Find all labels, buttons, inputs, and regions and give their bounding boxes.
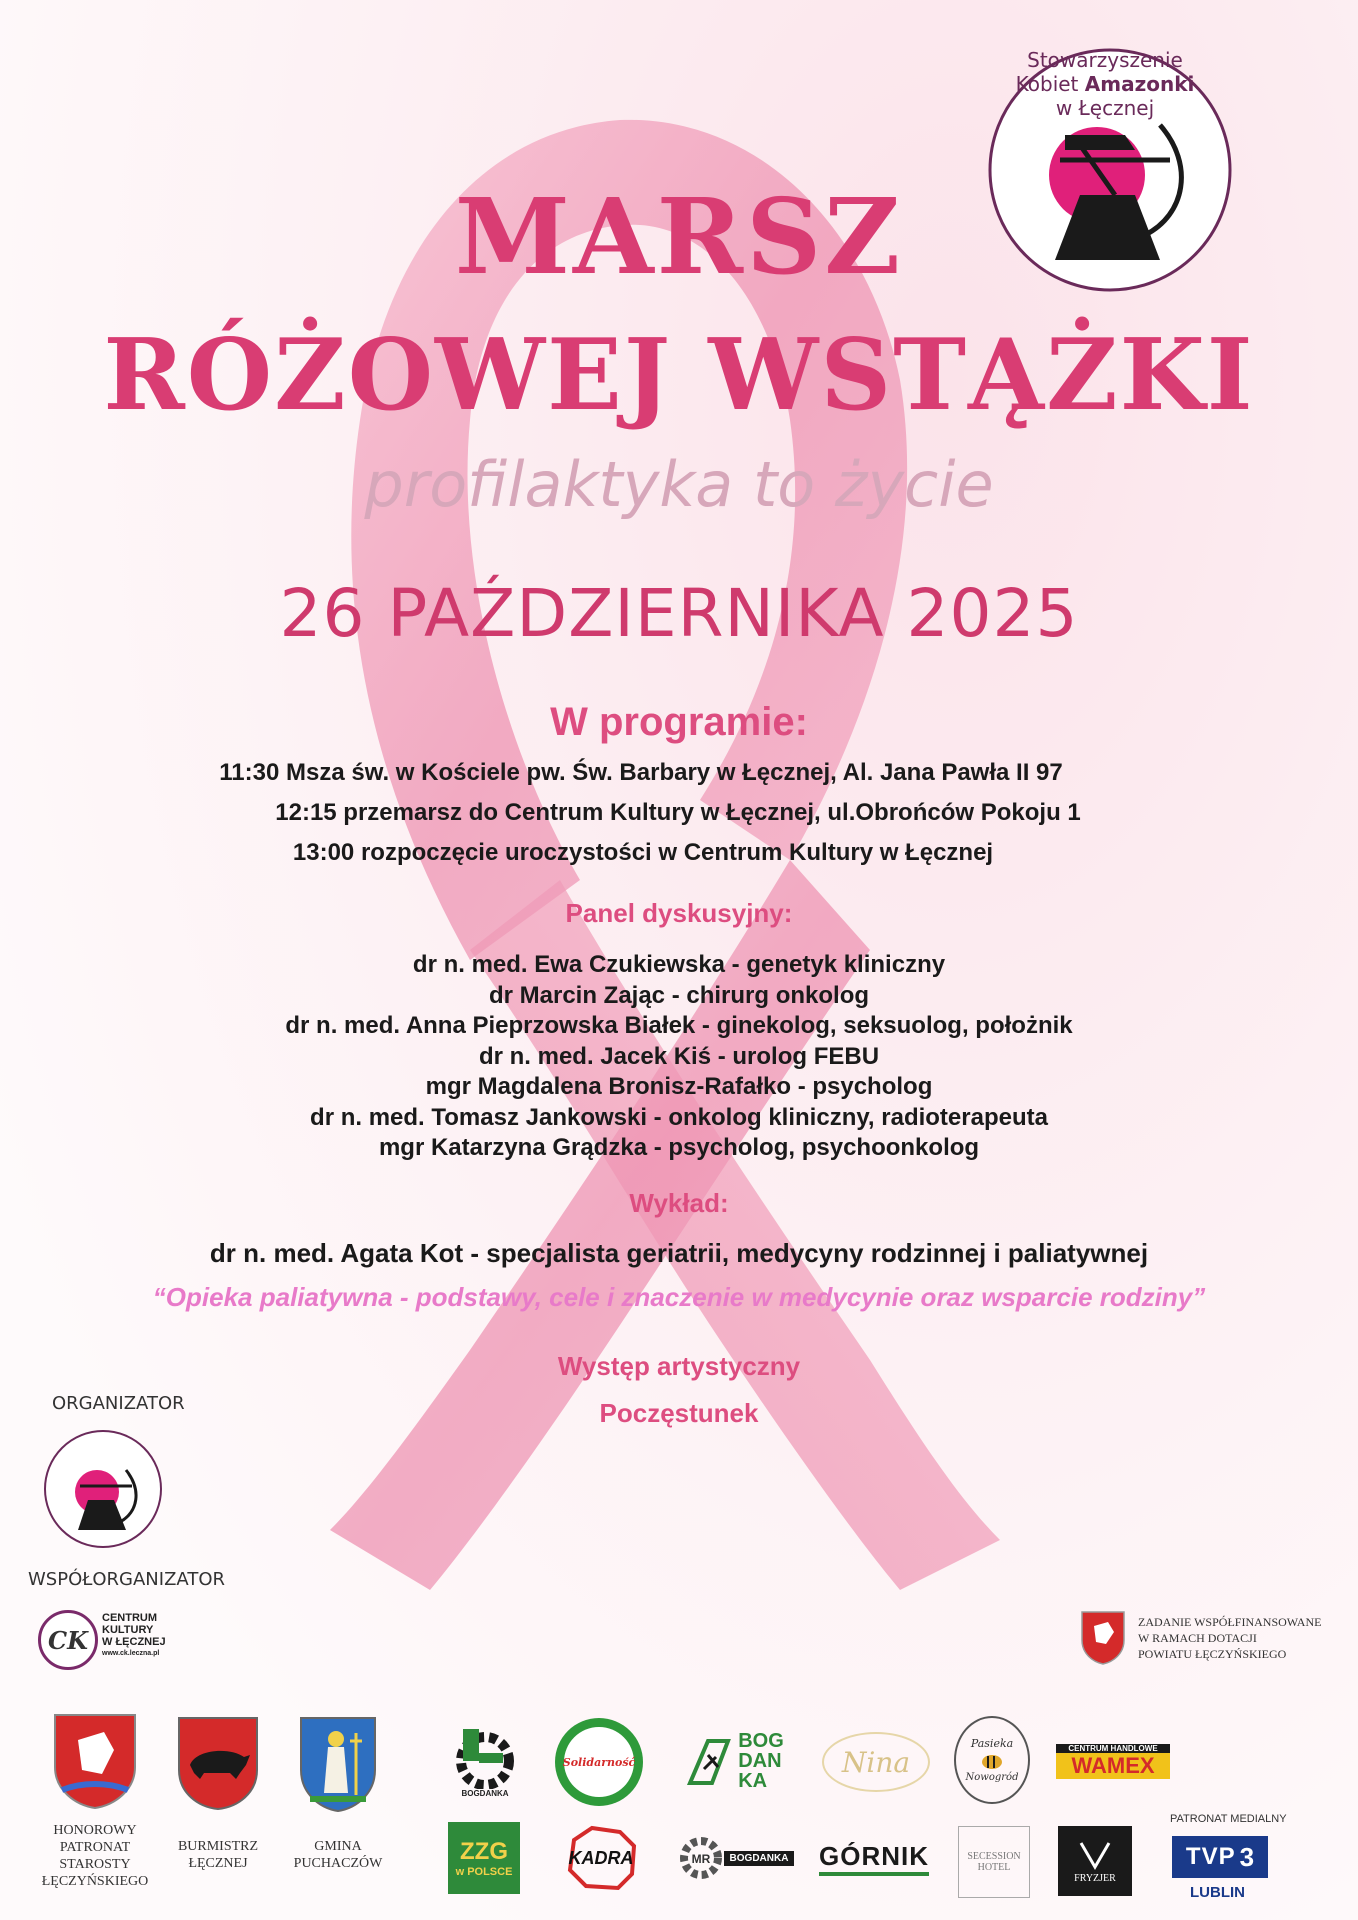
- funding-note: [1138, 1614, 1321, 1662]
- wamex-top: CENTRUM HANDLOWE: [1056, 1744, 1170, 1753]
- patron-caption-burmistrz: [160, 1838, 276, 1872]
- caption-line: HONOROWY: [53, 1823, 137, 1838]
- kadra-logo: [562, 1822, 640, 1894]
- nina-logo: [822, 1732, 930, 1792]
- poster-title-line2: RÓŻOWEJ WSTĄŻKI: [103, 318, 1255, 433]
- secession-hotel-logo: [958, 1826, 1030, 1898]
- wamex-text: WAMEX: [1056, 1753, 1170, 1779]
- lecture-heading: Wykład:: [629, 1188, 729, 1218]
- bogdanka-gear-logo: [450, 1722, 520, 1802]
- caption-line: ŁĘCZNEJ: [188, 1856, 248, 1871]
- tvp-number: 3: [1239, 1841, 1255, 1872]
- mr-bogdanka-logo: [670, 1832, 802, 1884]
- program-heading: W programie:: [550, 700, 808, 744]
- ck-name-line: KULTURY: [102, 1624, 154, 1636]
- caption-line: GMINA: [314, 1839, 362, 1854]
- caption-line: BURMISTRZ: [177, 1839, 259, 1854]
- bogdanka-line: DAN: [738, 1750, 782, 1772]
- media-patron-label: PATRONAT MEDIALNY: [1170, 1813, 1287, 1825]
- panel-member: dr n. med. Ewa Czukiewska - genetyk kliniczny: [412, 951, 946, 978]
- panel-list: [0, 950, 1358, 1164]
- bogdanka-name: [738, 1731, 784, 1791]
- kadra-text: KADRA: [568, 1847, 634, 1868]
- ck-name-line: W ŁĘCZNEJ: [102, 1636, 166, 1648]
- program-item: 11:30 Msza św. w Kościele pw. Św. Barbary w Łęcznej, Al. Jana Pawła II 97: [219, 759, 1063, 786]
- caption-line: ŁĘCZYŃSKIEGO: [41, 1874, 149, 1889]
- fryzjer-text: FRYZJER: [1074, 1872, 1116, 1884]
- patron-caption-gmina: [282, 1838, 394, 1872]
- panel-member: mgr Katarzyna Grądzka - psycholog, psychoonkolog: [378, 1134, 980, 1161]
- funding-line: W RAMACH DOTACJI: [1138, 1631, 1257, 1645]
- bogdanka-gear-caption: BOGDANKA: [461, 1788, 509, 1798]
- bogdanka-mark-icon: [686, 1735, 732, 1787]
- tvp3-logo: [1172, 1836, 1268, 1878]
- wamex-logo: [1054, 1740, 1172, 1782]
- association-logo-text: Stowarzyszenie Kobiet Amazonki w Łęcznej: [1015, 48, 1195, 120]
- funding-line: ZADANIE WSPÓŁFINANSOWANE: [1138, 1615, 1322, 1629]
- patron-caption-starosta: [40, 1822, 150, 1890]
- lecture-speaker: dr n. med. Agata Kot - specjalista geriatrii, medycyny rodzinnej i paliatywnej: [209, 1238, 1149, 1268]
- ck-monogram-icon: CK: [38, 1610, 98, 1670]
- gornik-text: GÓRNIK: [819, 1841, 929, 1876]
- refreshments: Poczęstunek: [599, 1398, 759, 1428]
- panel-member: dr n. med. Tomasz Jankowski - onkolog kliniczny, radioterapeuta: [310, 1103, 1048, 1131]
- tagline: profilaktyka to życie: [364, 448, 994, 521]
- tvp-city: LUBLIN: [1190, 1884, 1245, 1901]
- bee-icon: [978, 1750, 1006, 1772]
- panel-member: dr n. med. Jacek Kiś - urolog FEBU: [478, 1042, 880, 1070]
- program-item: 12:15 przemarsz do Centrum Kultury w Łęcznej, ul.Obrońców Pokoju 1: [275, 799, 1081, 826]
- panel-member: dr Marcin Zając - chirurg onkolog: [488, 981, 870, 1009]
- mr-gear-icon: [678, 1835, 724, 1881]
- secession-line: HOTEL: [977, 1862, 1011, 1873]
- centrum-kultury-logo: [38, 1610, 178, 1670]
- bogdanka-line: BOG: [738, 1730, 784, 1752]
- bogdanka-logo: [675, 1726, 795, 1796]
- svg-text:MR: MR: [691, 1852, 710, 1866]
- secession-line: SECESSION: [967, 1851, 1021, 1862]
- caption-line: STAROSTY: [59, 1857, 131, 1872]
- organizer-label: ORGANIZATOR: [52, 1393, 185, 1414]
- caption-line: PATRONAT: [59, 1840, 131, 1855]
- caption-line: PUCHACZÓW: [293, 1856, 383, 1871]
- bogdanka-line: KA: [738, 1770, 768, 1792]
- poster-title-line1: MARSZ: [454, 175, 904, 298]
- ck-name-line: CENTRUM: [102, 1612, 157, 1624]
- organizer-logo: [42, 1428, 164, 1550]
- panel-member: mgr Magdalena Bronisz-Rafałko - psycholog: [425, 1073, 933, 1100]
- starosta-coat-of-arms-icon: [52, 1712, 138, 1810]
- event-date: 26 PAŹDZIERNIKA 2025: [279, 575, 1079, 652]
- burmistrz-coat-of-arms-icon: [176, 1715, 260, 1811]
- nina-text: Nina: [841, 1745, 911, 1779]
- ck-url: www.ck.leczna.pl: [102, 1650, 160, 1657]
- zzg-bottom: w POLSCE: [455, 1866, 513, 1878]
- artistic-performance: Występ artystyczny: [557, 1351, 801, 1381]
- pasieka-logo: [954, 1716, 1030, 1804]
- gornik-logo: [819, 1838, 929, 1878]
- tvp-text: TVP: [1185, 1843, 1236, 1870]
- funding-line: POWIATU ŁĘCZYŃSKIEGO: [1138, 1647, 1287, 1661]
- puchaczow-coat-of-arms-icon: [298, 1715, 378, 1813]
- panel-heading: Panel dyskusyjny:: [565, 898, 793, 928]
- mr-bogdanka-text: BOGDANKA: [724, 1851, 795, 1866]
- powiat-coat-of-arms-icon: [1080, 1610, 1126, 1666]
- pasieka-line: Pasieka: [970, 1737, 1014, 1750]
- scissors-icon: [1075, 1839, 1115, 1873]
- coorganizer-label: WSPÓŁORGANIZATOR: [28, 1569, 225, 1590]
- solidarnosc-logo: [555, 1718, 643, 1806]
- solidarnosc-text: Solidarność: [562, 1755, 636, 1769]
- zzg-logo: [448, 1822, 520, 1894]
- ck-name: [102, 1612, 166, 1660]
- pasieka-line: Nowogród: [965, 1772, 1019, 1783]
- gear-icon: [453, 1727, 517, 1789]
- zzg-text: ZZG: [460, 1838, 508, 1865]
- lecture-title: “Opieka paliatywna - podstawy, cele i znaczenie w medycynie oraz wsparcie rodziny”: [152, 1282, 1206, 1312]
- panel-member: dr n. med. Anna Pieprzowska Białek - ginekolog, seksuolog, położnik: [285, 1012, 1073, 1039]
- program-item: 13:00 rozpoczęcie uroczystości w Centrum Kultury w Łęcznej: [292, 839, 994, 866]
- fryzjer-logo: [1058, 1826, 1132, 1896]
